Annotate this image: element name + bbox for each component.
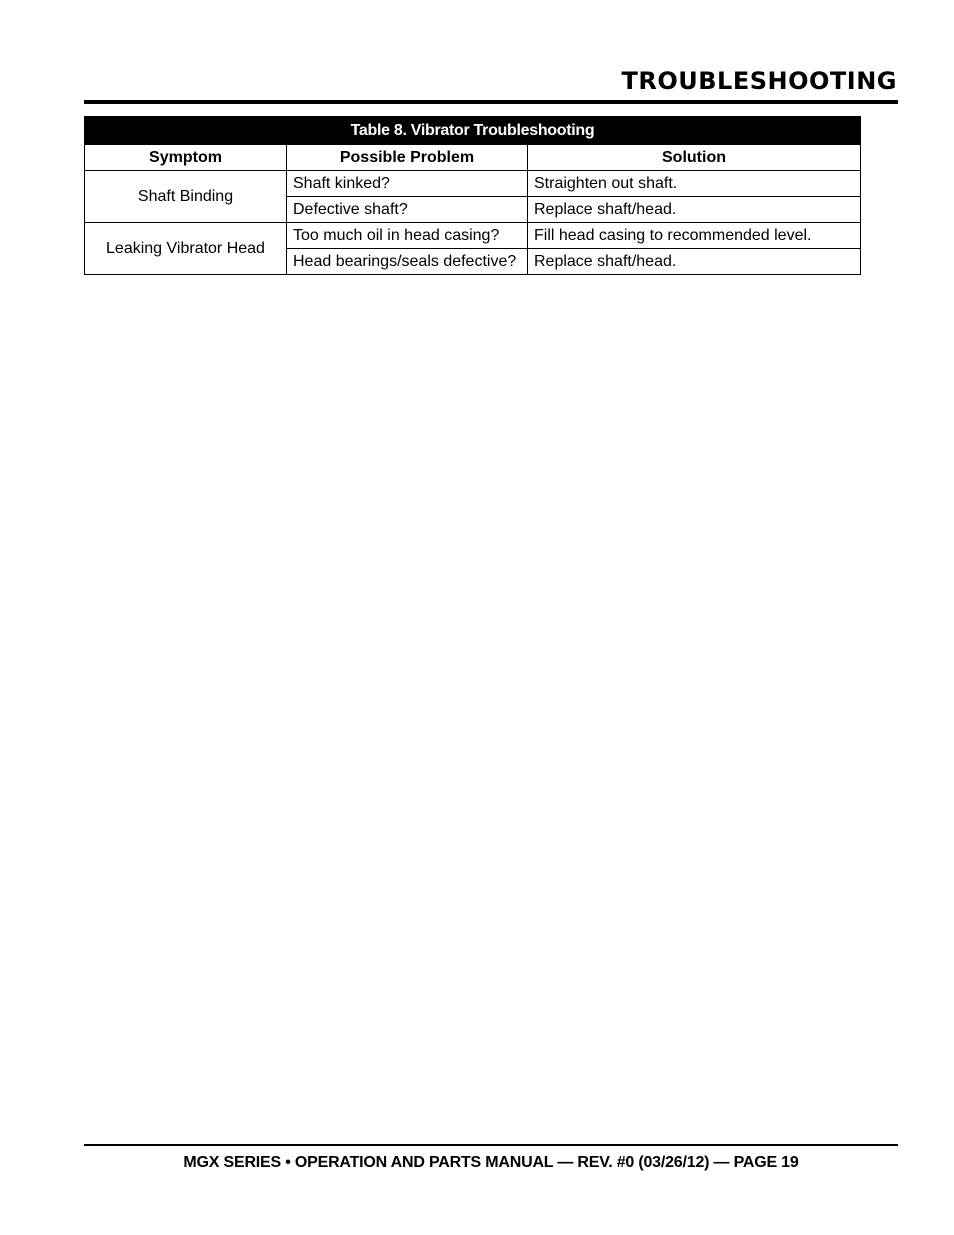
- solution-cell: Straighten out shaft.: [528, 171, 861, 197]
- symptom-cell: Shaft Binding: [85, 171, 287, 223]
- table-header-row: [85, 145, 861, 171]
- vibrator-troubleshooting-table: [84, 116, 861, 275]
- column-header-symptom: Symptom: [85, 145, 287, 171]
- footer-divider: [84, 1144, 898, 1146]
- table-row: [85, 223, 861, 249]
- solution-cell: Replace shaft/head.: [528, 197, 861, 223]
- solution-cell: Fill head casing to recommended level.: [528, 223, 861, 249]
- problem-cell: Defective shaft?: [287, 197, 528, 223]
- table-caption: Table 8. Vibrator Troubleshooting: [84, 116, 861, 144]
- header-divider: [84, 100, 898, 104]
- problem-cell: Too much oil in head casing?: [287, 223, 528, 249]
- page-footer: MGX SERIES • OPERATION AND PARTS MANUAL — REV. #0 (03/26/12) — PAGE 19: [183, 1154, 799, 1171]
- solution-cell: Replace shaft/head.: [528, 249, 861, 275]
- problem-cell: Head bearings/seals defective?: [287, 249, 528, 275]
- table-row: [85, 171, 861, 197]
- column-header-possible-problem: Possible Problem: [287, 145, 528, 171]
- symptom-cell: Leaking Vibrator Head: [85, 223, 287, 275]
- problem-cell: Shaft kinked?: [287, 171, 528, 197]
- page-title: TROUBLESHOOTING: [621, 67, 897, 95]
- column-header-solution: Solution: [528, 145, 861, 171]
